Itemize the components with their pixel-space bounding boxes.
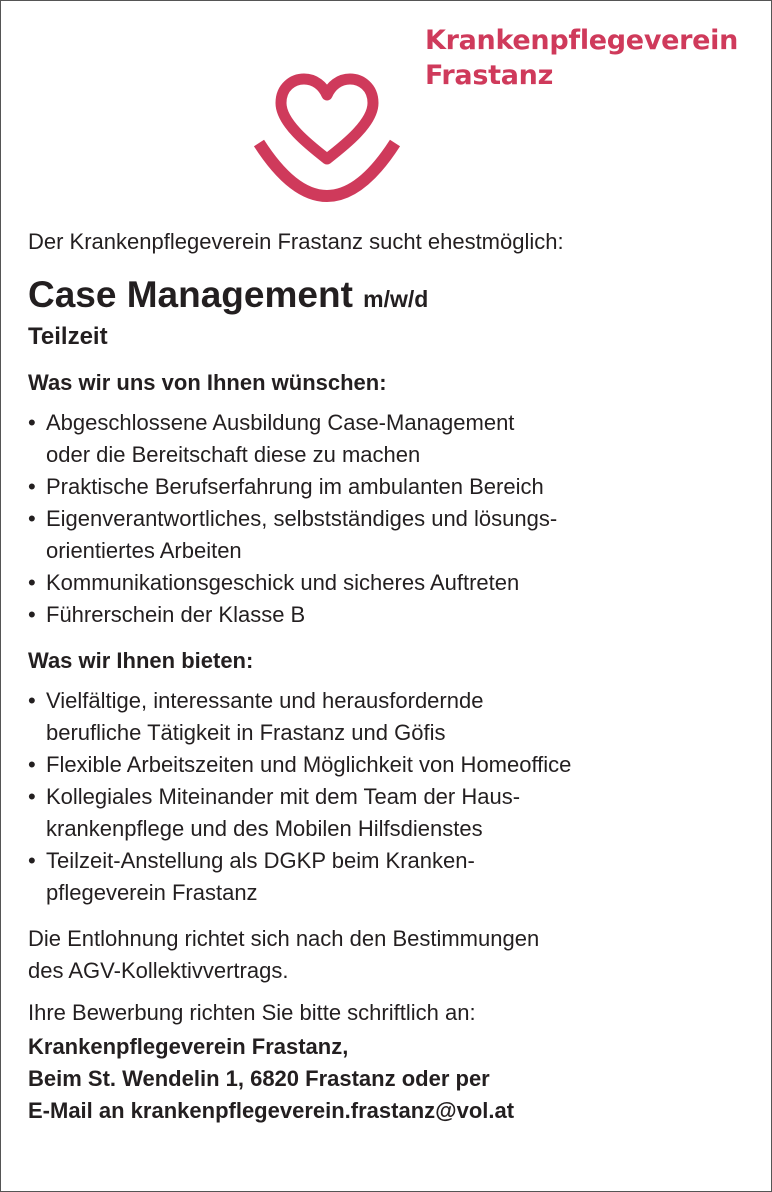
ad-content — [28, 227, 758, 1127]
offers-list — [28, 685, 758, 909]
organization-name-line1: Krankenpflegeverein — [425, 25, 739, 56]
bullet-icon: • — [28, 410, 36, 435]
list-item — [28, 407, 758, 471]
list-item — [28, 503, 758, 567]
list-item — [28, 845, 758, 909]
bullet-icon: • — [28, 848, 36, 873]
bullet-icon: • — [28, 752, 36, 777]
list-item-text: Kommunikationsgeschick und sicheres Auftreten — [46, 570, 520, 595]
job-type: Teilzeit — [28, 323, 108, 350]
list-item-text: Führerschein der Klasse B — [46, 602, 306, 627]
list-item — [28, 599, 758, 631]
job-title-suffix: m/w/d — [363, 286, 429, 312]
list-item-text: Kollegiales Miteinander mit dem Team der Haus- krankenpflege und des Mobilen Hilfsdienstes — [46, 784, 521, 841]
requirements-list — [28, 407, 758, 631]
bullet-icon: • — [28, 784, 36, 809]
list-item-text: Praktische Berufserfahrung im ambulanten Bereich — [46, 474, 544, 499]
list-item — [28, 781, 758, 845]
salary-note: Die Entlohnung richtet sich nach den Bestimmungen des AGV-Kollektivvertrags. — [28, 926, 540, 983]
bullet-icon: • — [28, 602, 36, 627]
organization-name-line2: Frastanz — [425, 60, 553, 91]
requirements-heading: Was wir uns von Ihnen wünschen: — [28, 370, 387, 395]
application-address — [28, 1031, 758, 1127]
job-title-text: Case Management — [28, 274, 353, 315]
address-line2: Beim St. Wendelin 1, 6820 Frastanz oder per — [28, 1066, 490, 1091]
list-item-text: Eigenverantwortliches, selbstständiges und lösungs- orientiertes Arbeiten — [46, 506, 558, 563]
list-item — [28, 749, 758, 781]
bullet-icon: • — [28, 474, 36, 499]
bullet-icon: • — [28, 570, 36, 595]
list-item-text: Flexible Arbeitszeiten und Möglichkeit von Homeoffice — [46, 752, 572, 777]
list-item — [28, 471, 758, 503]
address-line1: Krankenpflegeverein Frastanz, — [28, 1034, 349, 1059]
bullet-icon: • — [28, 688, 36, 713]
bullet-icon: • — [28, 506, 36, 531]
list-item-text: Teilzeit-Anstellung als DGKP beim Kranken- pflegeverein Frastanz — [46, 848, 475, 905]
job-title — [28, 273, 758, 321]
list-item — [28, 685, 758, 749]
heart-smile-icon — [249, 59, 405, 209]
list-item — [28, 567, 758, 599]
list-item-text: Abgeschlossene Ausbildung Case-Management oder die Bereitschaft diese zu machen — [46, 410, 515, 467]
intro-text: Der Krankenpflegeverein Frastanz sucht ehestmöglich: — [28, 229, 564, 254]
organization-name — [425, 23, 738, 93]
list-item-text: Vielfältige, interessante und herausfordernde berufliche Tätigkeit in Frastanz und Göfis — [46, 688, 484, 745]
offers-heading: Was wir Ihnen bieten: — [28, 648, 254, 673]
address-line3-email: E-Mail an krankenpflegeverein.frastanz@vol.at — [28, 1098, 515, 1123]
application-prompt: Ihre Bewerbung richten Sie bitte schriftlich an: — [28, 1000, 476, 1025]
